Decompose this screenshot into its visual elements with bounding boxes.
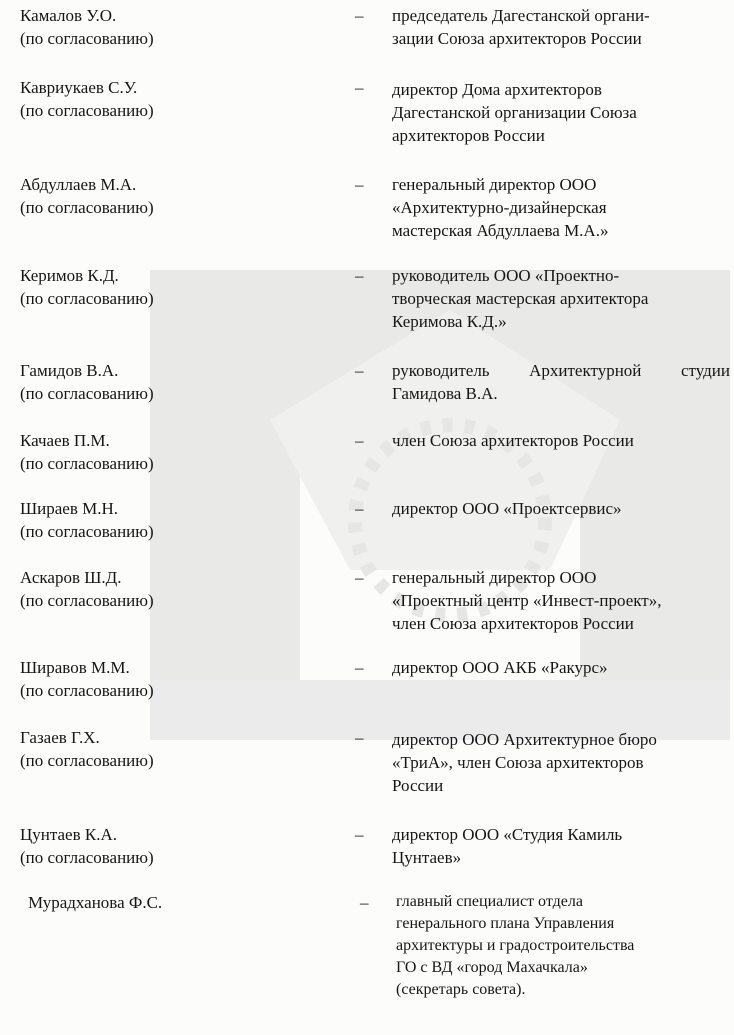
role-line: архитектуры и градостроительства <box>396 937 635 954</box>
member-name: Кавриукаев С.У. <box>20 78 138 97</box>
role-line: директор ООО Архитектурное бюро <box>392 730 657 749</box>
member-role <box>396 891 734 1001</box>
dash-separator: – <box>360 893 369 912</box>
member-name: Газаев Г.Х. <box>20 728 100 747</box>
member-name: Шиpавов М.М. <box>20 658 130 677</box>
member-note: (по согласованию) <box>20 454 154 473</box>
role-line: руководитель ООО «Проектно- <box>392 266 620 285</box>
role-line: «ТриА», член Союза архитекторов <box>392 753 644 772</box>
dash-separator: – <box>355 658 364 677</box>
member-note: (по согласованию) <box>20 384 154 403</box>
role-line: «Проектный центр «Инвест-проект», <box>392 591 662 610</box>
role-line: руководитель Архитектурной студии <box>392 361 730 380</box>
dash-separator: – <box>355 266 364 285</box>
member-role <box>392 823 730 869</box>
role-line: генеральный директор ООО <box>392 568 597 587</box>
role-line: творческая мастерская архитектора <box>392 289 649 308</box>
role-line: мастерская Абдуллаева М.А.» <box>392 221 609 240</box>
member-note: (по согласованию) <box>20 751 154 770</box>
member-role <box>392 359 730 405</box>
member-note: (по согласованию) <box>20 289 154 308</box>
role-line: генерального плана Управления <box>396 915 615 932</box>
dash-separator: – <box>355 825 364 844</box>
role-line: Керимова К.Д.» <box>392 312 507 331</box>
member-note: (по согласованию) <box>20 681 154 700</box>
role-line: ГО с ВД «город Махачкала» <box>396 959 588 976</box>
role-line: Гамидова В.А. <box>392 384 498 403</box>
member-role <box>392 497 730 520</box>
role-line: генеральный директор ООО <box>392 175 597 194</box>
member-role <box>392 78 730 147</box>
member-name: Аскаров Ш.Д. <box>20 568 122 587</box>
dash-separator: – <box>355 361 364 380</box>
role-line: директор Дома архитекторов <box>392 80 602 99</box>
role-line: председатель Дагестанской органи- <box>392 6 650 25</box>
member-name: Керимов К.Д. <box>20 266 119 285</box>
member-name: Шираев М.Н. <box>20 499 119 518</box>
dash-separator: – <box>355 499 364 518</box>
dash-separator: – <box>355 78 364 97</box>
role-line: Цунтаев» <box>392 848 462 867</box>
role-line: член Союза архитекторов России <box>392 614 634 633</box>
member-role <box>392 566 730 635</box>
dash-separator: – <box>355 728 364 747</box>
role-line: главный специалист отдела <box>396 893 583 910</box>
role-line: архитекторов России <box>392 126 545 145</box>
role-line: директор ООО «Проектсервис» <box>392 499 622 518</box>
member-note: (по согласованию) <box>20 848 154 867</box>
role-line: член Союза архитекторов России <box>392 431 634 450</box>
member-role <box>392 656 730 679</box>
role-line: (секретарь совета). <box>396 981 526 998</box>
role-line: директор ООО «Студия Камиль <box>392 825 623 844</box>
dash-separator: – <box>355 431 364 450</box>
member-name: Мурадханова Ф.С. <box>28 893 163 912</box>
member-role <box>392 173 730 242</box>
member-role <box>392 429 730 452</box>
dash-separator: – <box>355 175 364 194</box>
member-name: Гамидов В.А. <box>20 361 119 380</box>
member-name: Цунтаев К.А. <box>20 825 117 844</box>
role-line: России <box>392 776 444 795</box>
role-line: зации Союза архитекторов России <box>392 29 642 48</box>
member-note: (по согласованию) <box>20 198 154 217</box>
dash-separator: – <box>355 6 364 25</box>
dash-separator: – <box>355 568 364 587</box>
member-note: (по согласованию) <box>20 591 154 610</box>
role-line: Дагестанской организации Союза <box>392 103 637 122</box>
member-role <box>392 264 730 333</box>
member-role <box>392 4 730 50</box>
member-role <box>392 728 730 797</box>
member-note: (по согласованию) <box>20 101 154 120</box>
member-note: (по согласованию) <box>20 29 154 48</box>
role-line: директор ООО АКБ «Ракурс» <box>392 658 608 677</box>
member-name: Качаев П.М. <box>20 431 110 450</box>
member-name: Абдуллаев М.А. <box>20 175 137 194</box>
member-note: (по согласованию) <box>20 522 154 541</box>
role-line: «Архитектурно-дизайнерская <box>392 198 607 217</box>
member-name: Камалов У.О. <box>20 6 117 25</box>
